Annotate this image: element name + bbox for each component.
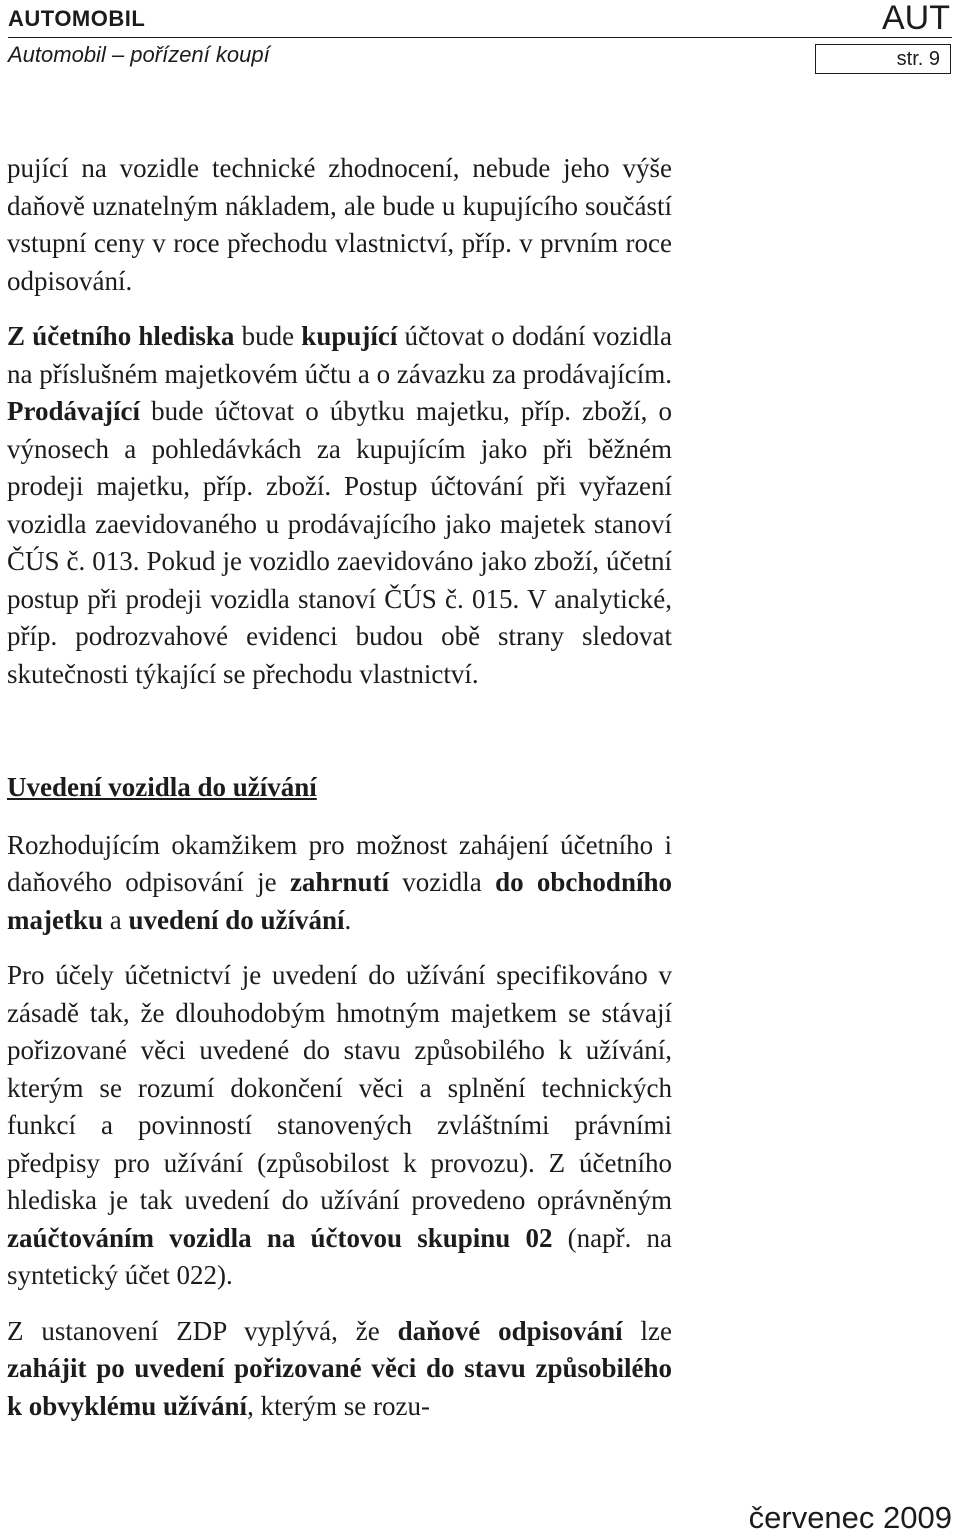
- paragraph: [7, 318, 672, 693]
- paragraph-text: Pro účely účetnictví je uvedení do užívání specifikováno v zásadě tak, že dlouhodobým hmotným majetkem se stávají pořizované věci uvedené do stavu způsobilého k užívání, kterým se rozumí dokončení věci a splnění technických funkcí a povinností stanovených zvláštními právními předpisy pro užívání (způsobilost k provozu). Z účetního hlediska je tak uvedení do užívání provedeno oprávněným: [7, 960, 672, 1215]
- header-code: AUT: [882, 0, 950, 37]
- bold-text: zahrnutí: [289, 867, 389, 897]
- paragraph-text: vozidla: [388, 867, 496, 897]
- paragraph-text: .: [344, 904, 352, 935]
- paragraph-text: Z ustanovení ZDP vyplývá, že: [7, 1315, 398, 1346]
- header-category: AUTOMOBIL: [8, 6, 146, 31]
- bold-text: daňové odpisování: [397, 1315, 623, 1346]
- paragraph-text: , kterým se rozu-: [247, 1390, 430, 1421]
- page-number: str. 9: [815, 44, 951, 74]
- paragraph-text: (např. na syntetický účet 022).: [7, 1222, 672, 1290]
- bold-text: zaúčtováním vozidla na účtovou skupinu 02: [7, 1222, 553, 1253]
- bold-text: do obchodního majetku: [7, 867, 672, 935]
- header-subtitle: Automobil – pořízení koupí: [8, 42, 270, 67]
- paragraph: [7, 150, 672, 300]
- paragraph-text: účtovat o dodání vozidla na příslušném majetkovém účtu a o závazku za prodávajícím.: [7, 321, 673, 389]
- bold-text: Z účetního hlediska: [7, 321, 235, 351]
- header-divider: [8, 37, 952, 38]
- footer-date: červenec 2009: [748, 1500, 952, 1535]
- bold-text: uvedení do užívání: [128, 904, 345, 935]
- paragraph-text: pující na vozidle technické zhodnocení, nebude jeho výše daňově uznatelným nákladem, ale bude u kupujícího součástí vstupní ceny v roce přechodu vlastnictví, příp. v prvním roce odpisování.: [7, 153, 672, 296]
- bold-text: Prodávající: [7, 396, 140, 426]
- paragraph: [7, 827, 672, 940]
- paragraph-text: bude účtovat o úbytku majetku, příp. zboží, o výnosech a pohledávkách za kupujícím jako při běžném prodeji majetku, příp. zboží. Postup účtování při vyřazení vozidla zaevidovaného u prodávajícího jako majetek stanoví ČÚS č. 013. Pokud je vozidlo zaevidováno jako zboží, účetní postup při prodeji vozidla stanoví ČÚS č. 015. V analytické, příp. podrozvahové evidenci budou obě strany sledovat skutečnosti týkající se přechodu vlastnictví.: [7, 396, 672, 689]
- section-heading: Uvedení vozidla do užívání: [7, 772, 317, 802]
- paragraph: [7, 1313, 672, 1426]
- paragraph-text: a: [103, 904, 129, 935]
- bold-text: zahájit po uvedení pořizované věci do stavu způsobilého k obvyklému užívání: [7, 1353, 672, 1421]
- paragraph: [7, 957, 672, 1295]
- article-body: [7, 150, 672, 1443]
- paragraph-text: Rozhodujícím okamžikem pro možnost zahájení účetního i daňového odpisování je: [7, 829, 672, 897]
- paragraph-text: lze: [622, 1315, 672, 1346]
- paragraph-text: bude: [234, 321, 302, 351]
- bold-text: kupující: [301, 321, 398, 351]
